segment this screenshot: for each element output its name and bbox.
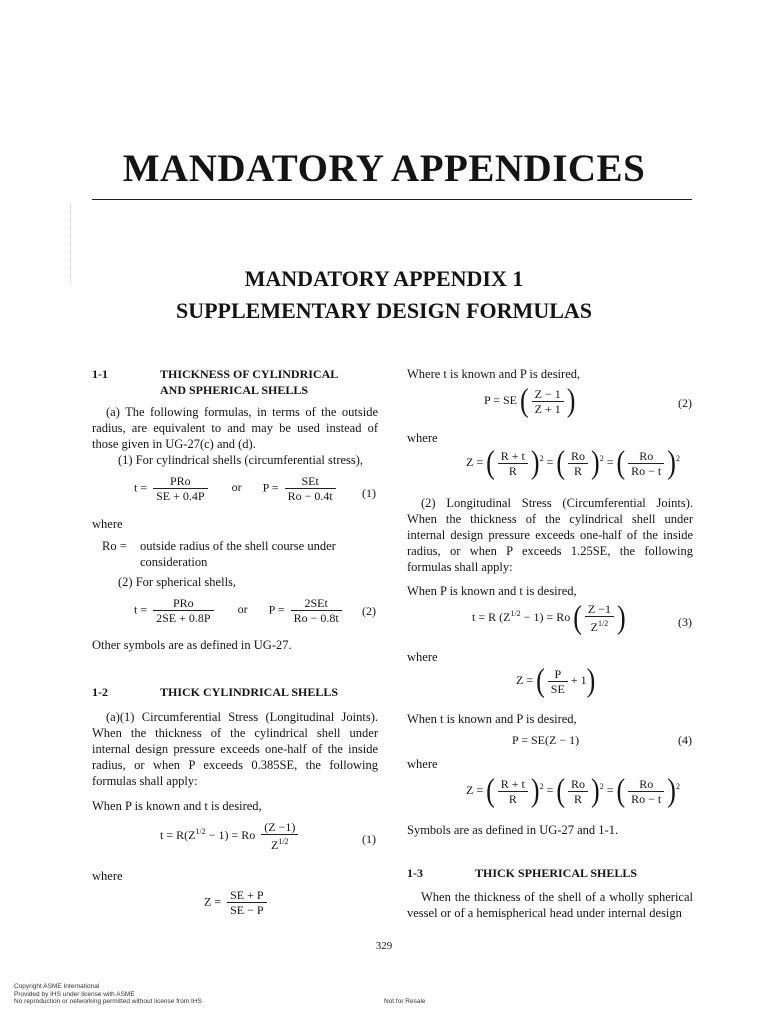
equation-p2 xyxy=(484,382,576,419)
paragraph-1: (1) For cylindrical shells (circumferential stress), xyxy=(118,453,364,467)
paragraph-spherical: When the thickness of the shell of a wholly spherical vessel or of a hemispherical head under internal design xyxy=(407,890,693,920)
symbol-ro: Ro = xyxy=(102,539,127,553)
denominator: SE xyxy=(550,681,565,696)
equation-number: (1) xyxy=(362,486,376,500)
paren: ) xyxy=(566,382,576,419)
numerator: Ro xyxy=(568,777,588,792)
numerator: PRo xyxy=(153,596,213,611)
numerator: SE + P xyxy=(227,888,266,903)
fraction xyxy=(628,777,664,806)
or-word: or xyxy=(231,480,242,495)
paren: ( xyxy=(520,382,529,419)
paren: ) xyxy=(530,444,540,481)
title-rule xyxy=(92,199,692,200)
t-known-line-2: When t is known and P is desired, xyxy=(407,712,577,726)
eq-lhs: t = R (Z xyxy=(472,609,511,624)
fraction xyxy=(153,596,213,625)
equation-z3 xyxy=(516,662,596,699)
numerator: P xyxy=(548,667,568,682)
equation-z xyxy=(204,888,270,917)
numerator: Ro xyxy=(568,449,588,464)
denominator: R xyxy=(574,791,583,806)
equation-number: (3) xyxy=(678,615,692,629)
fraction xyxy=(585,602,614,634)
eq-lhs: P = xyxy=(268,602,285,617)
eq-lhs: t = R(Z xyxy=(160,827,196,842)
section-title-1-3: THICK SPHERICAL SHELLS xyxy=(475,866,638,880)
eq-mid: − 1) = Ro xyxy=(208,827,256,842)
eq-lhs: t = xyxy=(134,602,148,617)
denominator: $Z^{1/2}$ xyxy=(270,837,289,852)
equation-number: (2) xyxy=(362,604,376,618)
p-known-line: When P is known and t is desired, xyxy=(407,584,577,598)
fraction xyxy=(568,777,588,806)
denominator-text: Z xyxy=(270,838,279,852)
copyright-line: Provided by IHS under license with ASME xyxy=(14,990,135,998)
equation-4: P = SE(Z − 1) xyxy=(512,733,580,747)
numerator: PRo xyxy=(153,474,207,489)
fraction xyxy=(628,449,664,478)
where-label: where xyxy=(92,869,123,883)
denominator-text: Z xyxy=(590,620,598,634)
other-symbols-note: Other symbols are as defined in UG-27. xyxy=(92,638,292,652)
eq-tail: + 1 xyxy=(570,672,587,687)
equation-2 xyxy=(134,596,345,625)
paren: ( xyxy=(616,772,626,809)
paren: ) xyxy=(586,662,596,699)
t-known-line: Where t is known and P is desired, xyxy=(407,367,581,381)
fraction xyxy=(285,474,336,503)
page-title: MANDATORY APPENDICES xyxy=(122,147,646,190)
fraction xyxy=(291,596,342,625)
paren: ) xyxy=(617,599,626,636)
p-known-line: When P is known and t is desired, xyxy=(92,799,262,813)
copyright-line: No reproduction or networking permitted without license from IHS xyxy=(14,998,202,1005)
equation-number: (1) xyxy=(362,832,376,846)
paren: ) xyxy=(530,772,540,809)
paragraph-longitudinal: (2) Longitudinal Stress (Circumferential Joints). When the thickness of the cylindrical shell under internal design pressure exceeds one-half of the inside radius, or when P exceeds 1.25SE, the following formulas shall apply: xyxy=(407,496,693,574)
section-number-1-3: 1-3 xyxy=(407,866,423,880)
section-title-1-2: THICK CYLINDRICAL SHELLS xyxy=(160,685,339,699)
fraction xyxy=(227,888,266,917)
numerator: Ro xyxy=(628,777,664,792)
section-title-line: AND SPHERICAL SHELLS xyxy=(160,383,309,397)
denominator: SE + 0.4P xyxy=(156,489,205,503)
section-title-1-1 xyxy=(160,366,338,398)
denominator: Ro − 0.4t xyxy=(287,489,333,503)
eq-lhs: Z = xyxy=(466,454,484,469)
denominator: R xyxy=(508,791,517,806)
paren: ) xyxy=(667,772,676,809)
eq-lhs: t = xyxy=(134,480,148,495)
numerator: R + t xyxy=(498,449,528,464)
numerator: SEt xyxy=(285,474,336,489)
denominator: 2SE + 0.8P xyxy=(156,611,211,625)
denominator: Ro − t xyxy=(631,791,662,806)
fraction xyxy=(532,387,564,416)
numerator: Z −1 xyxy=(585,602,614,617)
not-for-resale: Not for Resale xyxy=(384,998,426,1005)
denominator: R xyxy=(508,463,517,478)
numerator: Ro xyxy=(628,449,664,464)
paren: ( xyxy=(616,444,626,481)
equation-3-left: $t = R(Z^{1/2} - 1) = Ro$ $\frac{(Z -1)}{Z^{1/2}}$ xyxy=(160,820,301,852)
copyright-block xyxy=(14,983,202,1006)
eq-lhs: P = xyxy=(262,480,279,495)
paren: ) xyxy=(591,444,600,481)
section-title-line: THICKNESS OF CYLINDRICAL xyxy=(160,367,339,381)
numerator: Z − 1 xyxy=(532,387,564,402)
symbol-ro-definition: outside radius of the shell course under consideration xyxy=(140,539,336,569)
paren: ( xyxy=(556,772,566,809)
fraction xyxy=(153,474,207,503)
eq-lhs: P = SE xyxy=(484,392,517,407)
copyright-line: Copyright ASME International xyxy=(14,983,100,990)
equation-3-right: t = R $(Z^{1/2} - 1) = Ro$ ( $\frac{Z -1}{Z^{1/2}}$ ) xyxy=(472,599,626,636)
appendix-subtitle: SUPPLEMENTARY DESIGN FORMULAS xyxy=(175,298,593,323)
equation-z4: Z = ( $\frac{R + t}{R}$ )$^2$ = ( $\frac{Ro}{R}$ )$^2$ = ( $\frac{Ro}{Ro - t}$ )$^2$ xyxy=(466,772,680,809)
numerator: R + t xyxy=(498,777,528,792)
fraction xyxy=(548,667,568,696)
eq-lhs: Z = xyxy=(466,782,484,797)
appendix-heading: MANDATORY APPENDIX 1 xyxy=(244,266,524,291)
eq-lhs: Z = xyxy=(516,672,534,687)
page-number: 329 xyxy=(375,940,393,952)
paren: ) xyxy=(591,772,600,809)
section-number-1-2: 1-2 xyxy=(92,685,108,699)
denominator: Ro − 0.8t xyxy=(293,611,339,625)
eq-mid: − 1) = Ro xyxy=(523,609,571,624)
section-number-1-1: 1-1 xyxy=(92,367,108,381)
fraction xyxy=(498,449,528,478)
paren: ) xyxy=(667,444,676,481)
numerator: 2SEt xyxy=(291,596,342,611)
where-label: where xyxy=(92,517,123,531)
equation-1 xyxy=(134,474,339,503)
where-label: where xyxy=(407,431,438,445)
fraction xyxy=(568,449,588,478)
paren: ( xyxy=(556,444,566,481)
eq-lhs: Z = xyxy=(204,894,222,909)
equation-number: (4) xyxy=(678,733,692,747)
where-label: where xyxy=(407,757,438,771)
paren: ( xyxy=(486,772,495,809)
paren: ( xyxy=(573,599,582,636)
fraction xyxy=(261,820,298,852)
paragraph-2: (2) For spherical shells, xyxy=(118,575,237,589)
denominator: $Z^{1/2}$ xyxy=(590,619,609,634)
denominator: SE − P xyxy=(230,903,264,917)
paragraph-2a: (a)(1) Circumferential Stress (Longitudinal Joints). When the thickness of the cylindrical shell under internal design pressure exceeds one-half of the inside radius, or when P exceeds 0.385SE, the following formulas shall apply: xyxy=(92,710,378,788)
where-label: where xyxy=(407,650,438,664)
equation-z2: Z = ( $\frac{R + t}{R}$ )$^2$ = ( $\frac{Ro}{R}$ )$^2$ = ( $\frac{Ro}{Ro - t}$ )$^2$ xyxy=(466,444,680,481)
denominator: Z + 1 xyxy=(534,401,561,416)
fraction xyxy=(498,777,528,806)
denominator: R xyxy=(574,463,583,478)
or-word: or xyxy=(237,602,248,617)
denominator: Ro − t xyxy=(631,463,662,478)
paren: ( xyxy=(536,662,545,699)
paren: ( xyxy=(486,444,495,481)
paragraph-a: (a) The following formulas, in terms of the outside radius, are equivalent to and may be used instead of those given in UG-27(c) and (d). xyxy=(92,405,378,451)
symbols-note: Symbols are as defined in UG-27 and 1-1. xyxy=(407,823,619,837)
equation-number: (2) xyxy=(678,396,692,410)
numerator: (Z −1) xyxy=(261,820,298,835)
